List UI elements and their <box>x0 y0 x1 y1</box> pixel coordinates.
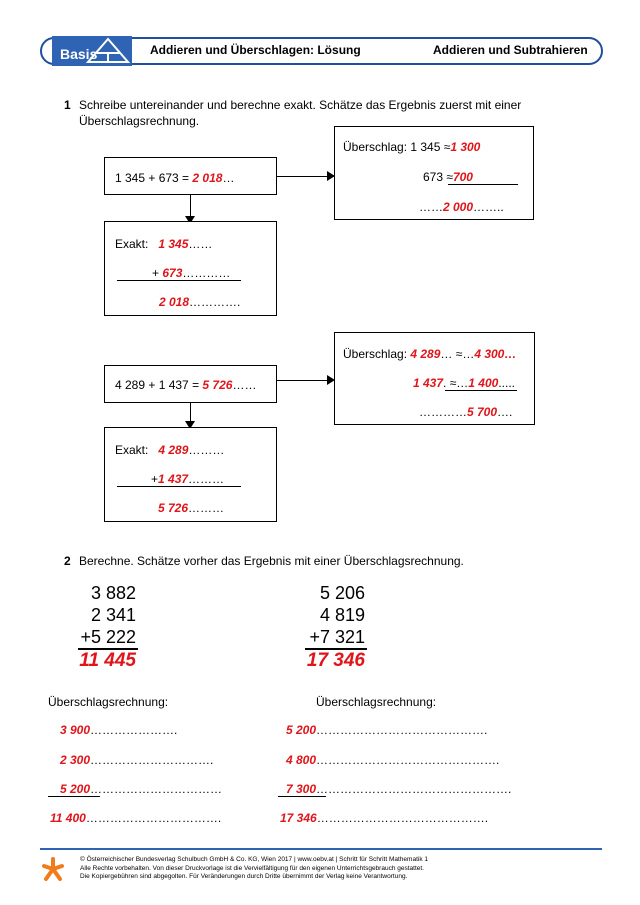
plus-sign: + <box>151 472 159 486</box>
right-estimate-row <box>280 811 488 825</box>
dots: ……… <box>188 501 225 515</box>
left-addend-3: +5 222 <box>80 627 136 647</box>
dots: …… <box>188 237 213 251</box>
estimate-label: Überschlag: <box>343 347 411 361</box>
estimate-value: 17 346 <box>280 811 317 825</box>
sum-line <box>48 796 100 797</box>
dots: ……………………………. <box>85 811 222 825</box>
task-b-arrow-right-line <box>277 380 329 381</box>
left-estimate-title: Überschlagsrechnung: <box>48 695 169 709</box>
footer-text <box>80 856 428 882</box>
task-b-est-sum: 5 700 <box>467 405 498 419</box>
sum-line <box>445 390 517 391</box>
sum-line <box>448 184 518 185</box>
dots: ……… <box>188 472 225 486</box>
approx-sign: . ≈… <box>443 376 469 390</box>
estimate-value: 5 200 <box>60 782 91 796</box>
task-a-estimate-box <box>334 126 534 220</box>
right-estimate-title: Überschlagsrechnung: <box>316 695 437 709</box>
question-2-text: Berechne. Schätze vorher das Ergebnis mit einer Überschlagsrechnung. <box>79 554 464 568</box>
dots: ……………………………………. <box>316 811 489 825</box>
footer-rights: Alle Rechte vorbehalten. Von dieser Druckvorlage ist die Vervielfältigung für den eigenen Unterrichtsgebrauch gestattet. <box>80 864 424 872</box>
dots: …………. <box>189 295 241 309</box>
task-b-expression-box <box>104 365 277 403</box>
sum-line <box>117 280 241 281</box>
task-b-exact-sum <box>158 501 224 515</box>
dots: ………………………………………. <box>316 753 500 767</box>
task-a-exact-sum <box>159 295 240 309</box>
task-b-result: 5 726 <box>202 378 233 392</box>
left-estimate-row <box>60 753 213 767</box>
task-a-result-dots: … <box>222 171 235 185</box>
task-b-expression <box>115 378 256 392</box>
question-2-number: 2 <box>64 554 71 568</box>
task-a-expression-box <box>104 157 277 195</box>
plus-sign: + <box>152 266 163 280</box>
exact-label: Exakt: <box>115 443 149 457</box>
dots: …………………………. <box>90 753 214 767</box>
task-a-expr-text: 1 345 + 673 = <box>115 171 193 185</box>
header-badge-label: Basis <box>60 46 98 62</box>
task-b-est2a: 1 437 <box>413 376 444 390</box>
task-a-est2: 700 <box>452 170 473 184</box>
dots: …………………………………………. <box>316 782 512 796</box>
task-b-exact-box <box>104 427 277 522</box>
page-subject: Addieren und Subtrahieren <box>433 43 588 57</box>
dots: ……… <box>188 443 225 457</box>
estimate-value: 2 300 <box>60 753 91 767</box>
task-a-result: 2 018 <box>192 171 223 185</box>
task-b-estimate-row2 <box>413 376 515 390</box>
task-a-exact-row1 <box>115 237 212 251</box>
dots: …………………………… <box>90 782 223 796</box>
dots: …… <box>419 200 443 214</box>
right-addend-2: 4 819 <box>319 605 365 625</box>
right-estimate-row <box>286 782 511 796</box>
task-a-estimate-sum <box>419 200 504 214</box>
left-addend-1: 3 882 <box>90 583 136 603</box>
right-addend-3: +7 321 <box>309 627 365 647</box>
task-b-exact-row2 <box>151 472 224 486</box>
sum-line <box>278 796 326 797</box>
task-b-estimate-row1 <box>343 347 516 361</box>
task-a-exact-box <box>104 221 277 316</box>
exact-label: Exakt: <box>115 237 149 251</box>
dots: ………… <box>182 266 231 280</box>
task-a-arrow-right-line <box>277 176 329 177</box>
dots: …….. <box>473 200 504 214</box>
task-a-exact2: 673 <box>162 266 183 280</box>
estimate-value: 5 200 <box>286 723 317 737</box>
task-b-expr-text: 4 289 + 1 437 = <box>115 378 203 392</box>
right-estimate-row <box>286 723 487 737</box>
task-a-est2-lhs: 673 ≈ <box>423 170 453 184</box>
task-a-est-sum: 2 000 <box>443 200 474 214</box>
question-1-number: 1 <box>64 98 71 112</box>
task-a-estimate-row2 <box>423 170 473 184</box>
question-1-text <box>79 97 521 129</box>
dots: …………………. <box>90 723 178 737</box>
task-a-exact-row2 <box>152 266 230 280</box>
publisher-logo-icon <box>42 856 64 882</box>
estimate-value: 7 300 <box>286 782 317 796</box>
task-a-estimate-row1 <box>343 140 480 154</box>
question-1-text-line2: Überschlagsrechnung. <box>79 114 200 128</box>
task-b-est2b: 1 400 <box>468 376 499 390</box>
dots: ……………………………………. <box>316 723 488 737</box>
dots: …… <box>232 378 257 392</box>
dots: ………… <box>419 405 467 419</box>
left-estimate-row <box>60 723 177 737</box>
footer-disclaimer: Die Kopiergebühren sind abgegolten. Für Veränderungen durch Dritte übernimmt der Verlag keine Verantwortung. <box>80 873 408 880</box>
estimate-value: 4 800 <box>286 753 317 767</box>
task-b-est1b: 4 300… <box>474 347 517 361</box>
estimate-value: 3 900 <box>60 723 91 737</box>
right-sum: 17 346 <box>306 650 365 671</box>
task-a-est1: 1 300 <box>450 140 481 154</box>
estimate-value: 11 400 <box>50 811 86 825</box>
question-1-text-line1: Schreibe untereinander und berechne exakt. Schätze das Ergebnis zuerst mit einer <box>79 98 522 112</box>
task-b-est1a: 4 289 <box>410 347 441 361</box>
left-addend-2: 2 341 <box>90 605 136 625</box>
task-b-exact2: 1 437 <box>158 472 189 486</box>
right-estimate-row <box>286 753 499 767</box>
left-sum: 11 445 <box>79 650 136 671</box>
estimate-label: Überschlag: 1 345 ≈ <box>343 140 451 154</box>
task-a-expression <box>115 171 234 185</box>
page-title: Addieren und Überschlagen: Lösung <box>150 43 361 57</box>
task-b-exact-row1 <box>115 443 224 457</box>
dots: …. <box>497 405 513 419</box>
sum-line <box>117 486 241 487</box>
right-addend-1: 5 206 <box>319 583 365 603</box>
task-a-exact1: 1 345 <box>158 237 189 251</box>
task-b-estimate-sum <box>419 405 512 419</box>
footer-rule <box>40 848 602 850</box>
footer-copyright: © Österreichischer Bundesverlag Schulbuch GmbH & Co. KG, Wien 2017 | www.oebv.at | Schritt für Schritt Mathematik 1 <box>80 856 428 863</box>
approx-sign: … ≈… <box>440 347 475 361</box>
task-b-exact1: 4 289 <box>158 443 189 457</box>
task-b-exact-sum-value: 5 726 <box>158 501 189 515</box>
task-b-estimate-box <box>334 332 535 425</box>
dots: ..... <box>498 376 515 390</box>
task-a-exact-sum-value: 2 018 <box>159 295 190 309</box>
left-estimate-row <box>60 782 222 796</box>
left-estimate-row <box>50 811 221 825</box>
